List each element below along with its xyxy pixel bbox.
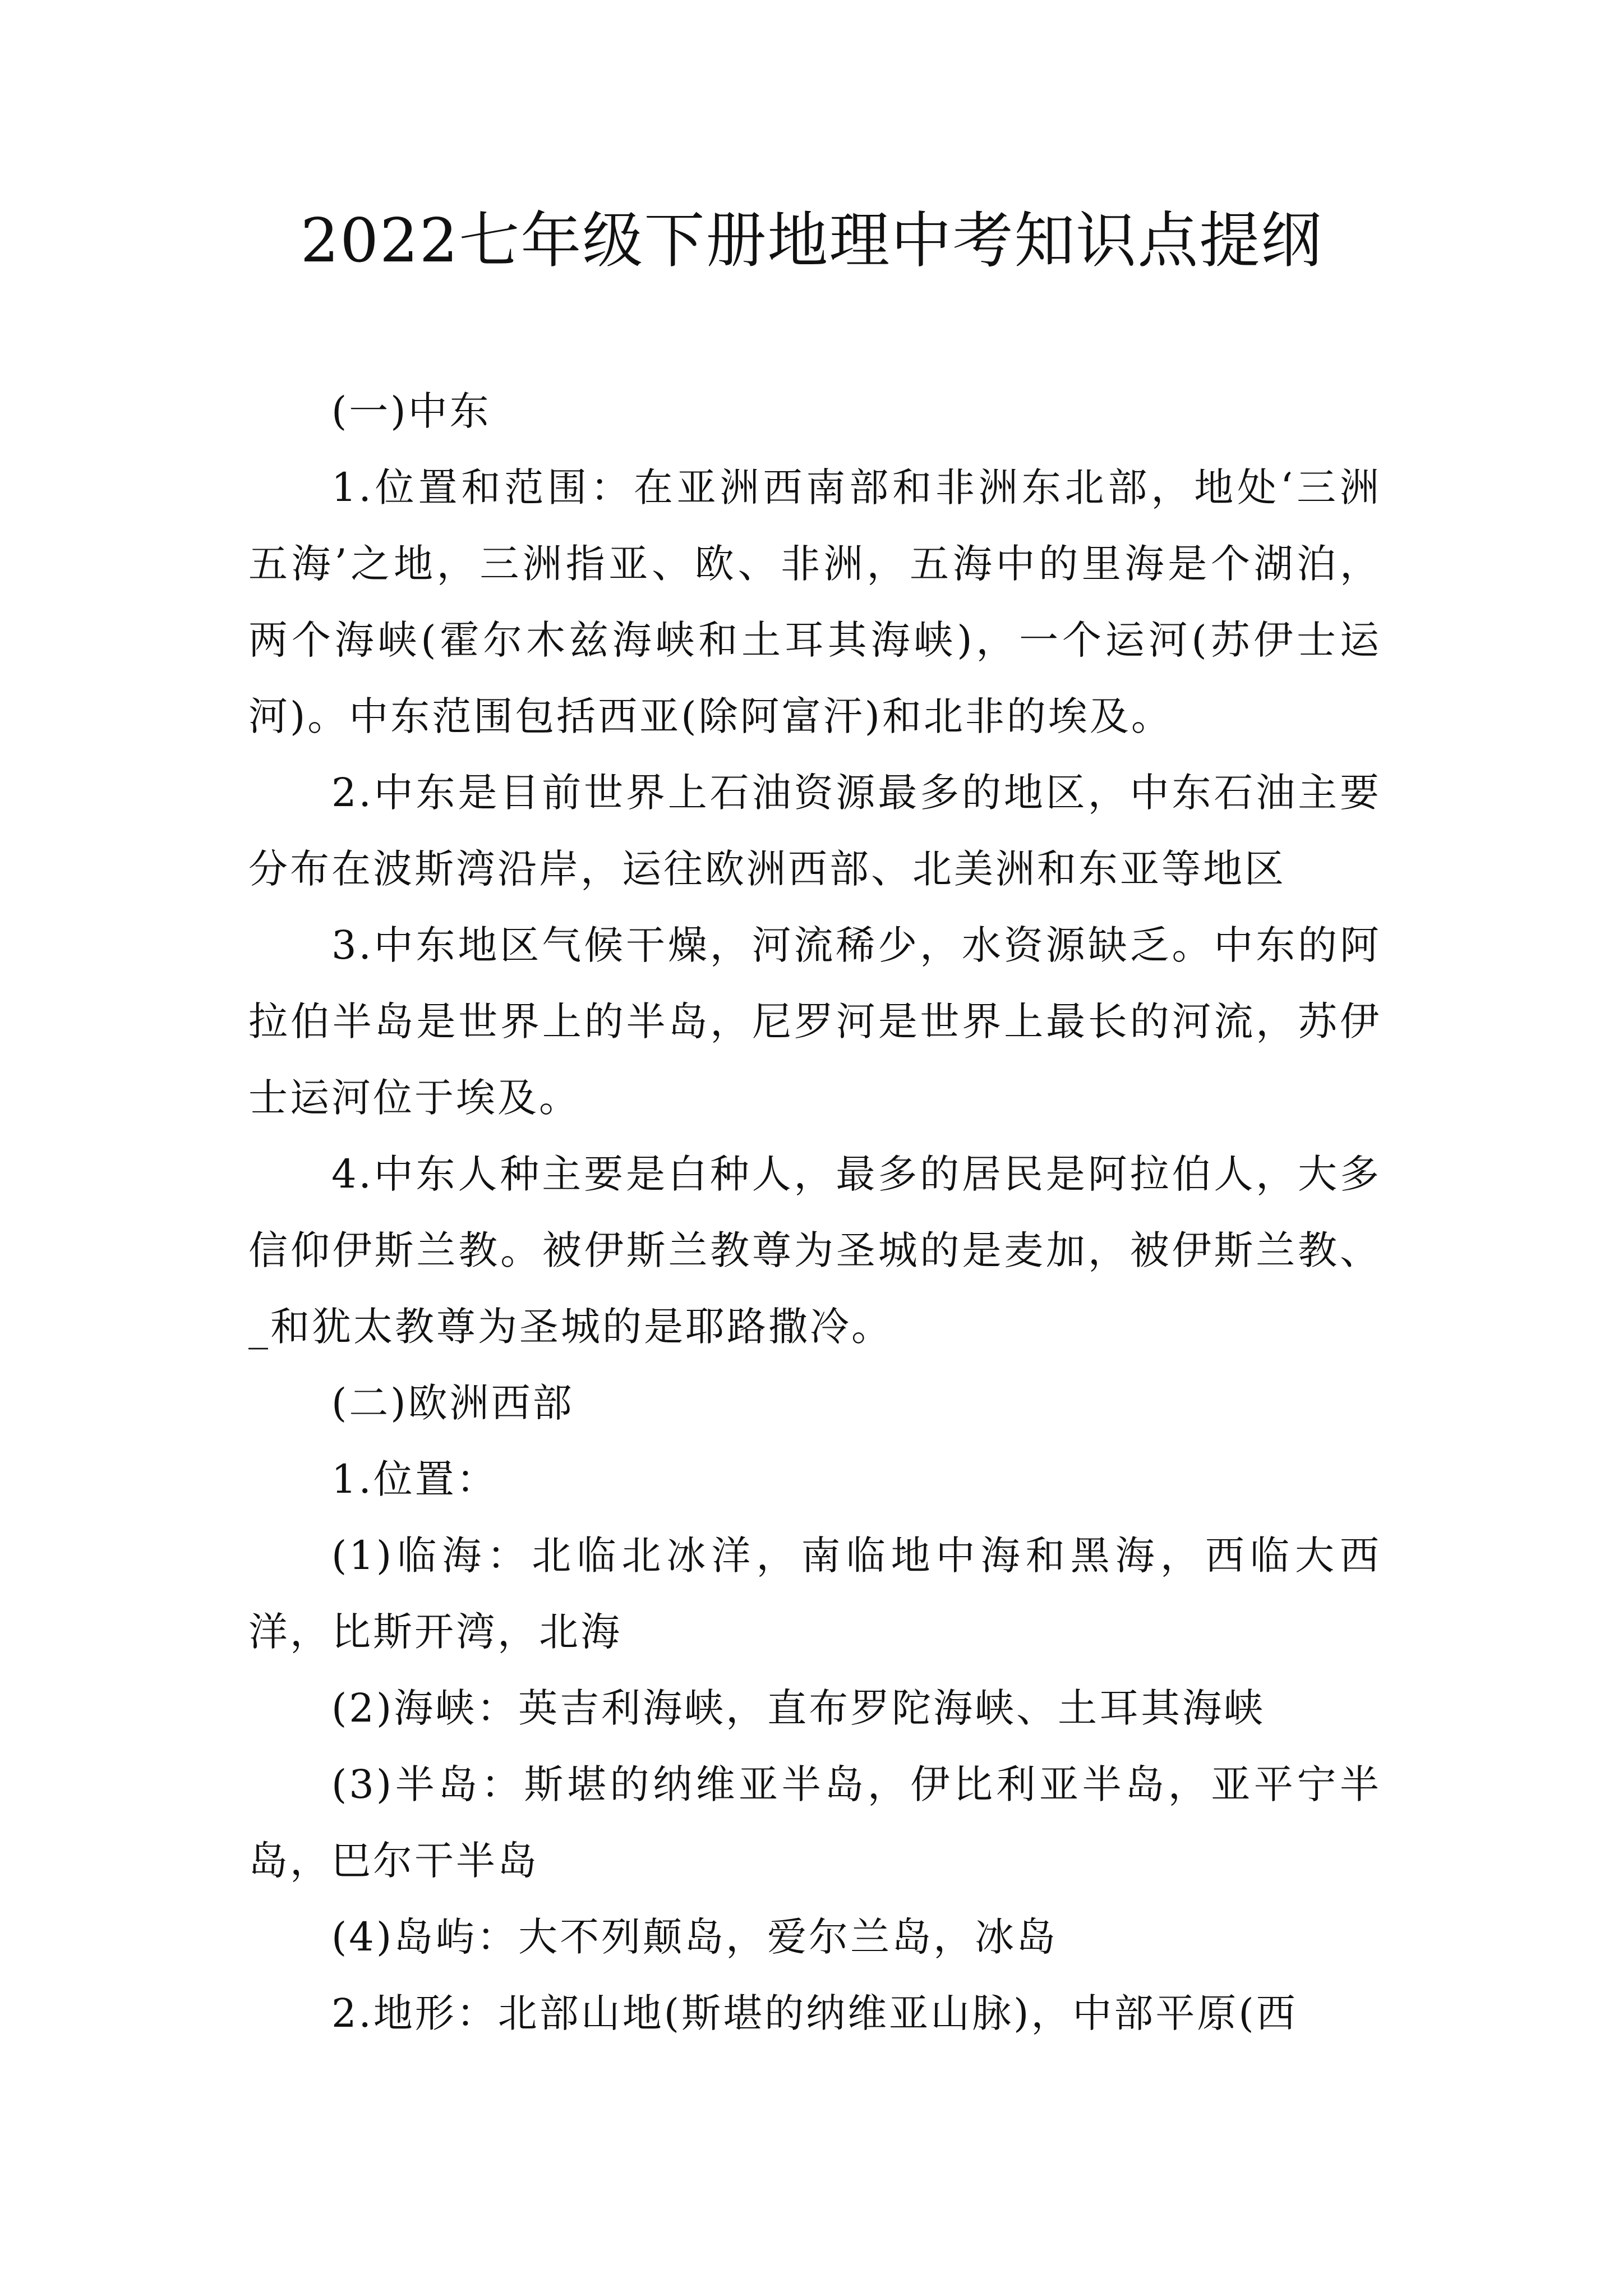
paragraph-islands: (4)岛屿：大不列颠岛，爱尔兰岛，冰岛 (331, 1914, 1058, 1960)
paragraph-peninsulas: (3)半岛：斯堪的纳维亚半岛，伊比利亚半岛，亚平宁半岛，巴尔干半岛 (248, 1761, 1381, 1884)
paragraph-position: 1.位置： (331, 1456, 498, 1502)
section-heading-western-europe: (二)欧洲西部 (331, 1380, 574, 1426)
paragraph-location-scope: 1.位置和范围：在亚洲西南部和非洲东北部，地处‘三洲五海’之地，三洲指亚、欧、非洲，五海中的里海是个湖泊，两个海峡(霍尔木兹海峡和土耳其海峡)，一个运河(苏伊士运河)。中东范围包括西亚(除阿富汗)和北非的埃及。 (248, 464, 1381, 739)
paragraph-seas: (1)临海：北临北冰洋，南临地中海和黑海，西临大西洋，比斯开湾，北海 (248, 1533, 1381, 1655)
document-title: 2022七年级下册地理中考知识点提纲 (300, 206, 1323, 276)
paragraph-oil-resources: 2.中东是目前世界上石油资源最多的地区，中东石油主要分布在波斯湾沿岸，运往欧洲西部、北美洲和东亚等地区 (248, 770, 1381, 892)
paragraph-straits: (2)海峡：英吉利海峡，直布罗陀海峡、土耳其海峡 (331, 1685, 1266, 1731)
paragraph-climate-water: 3.中东地区气候干燥，河流稀少，水资源缺乏。中东的阿拉伯半岛是世界上的半岛，尼罗河是世界上最长的河流，苏伊士运河位于埃及。 (248, 922, 1381, 1121)
paragraph-population-religion: 4.中东人种主要是白种人，最多的居民是阿拉伯人，大多信仰伊斯兰教。被伊斯兰教尊为圣城的是麦加，被伊斯兰教、_和犹太教尊为圣城的是耶路撒冷。 (248, 1151, 1381, 1350)
section-heading-middle-east: (一)中东 (331, 388, 491, 434)
paragraph-terrain: 2.地形：北部山地(斯堪的纳维亚山脉)，中部平原(西 (331, 1990, 1298, 2036)
document-body (248, 373, 1381, 2051)
